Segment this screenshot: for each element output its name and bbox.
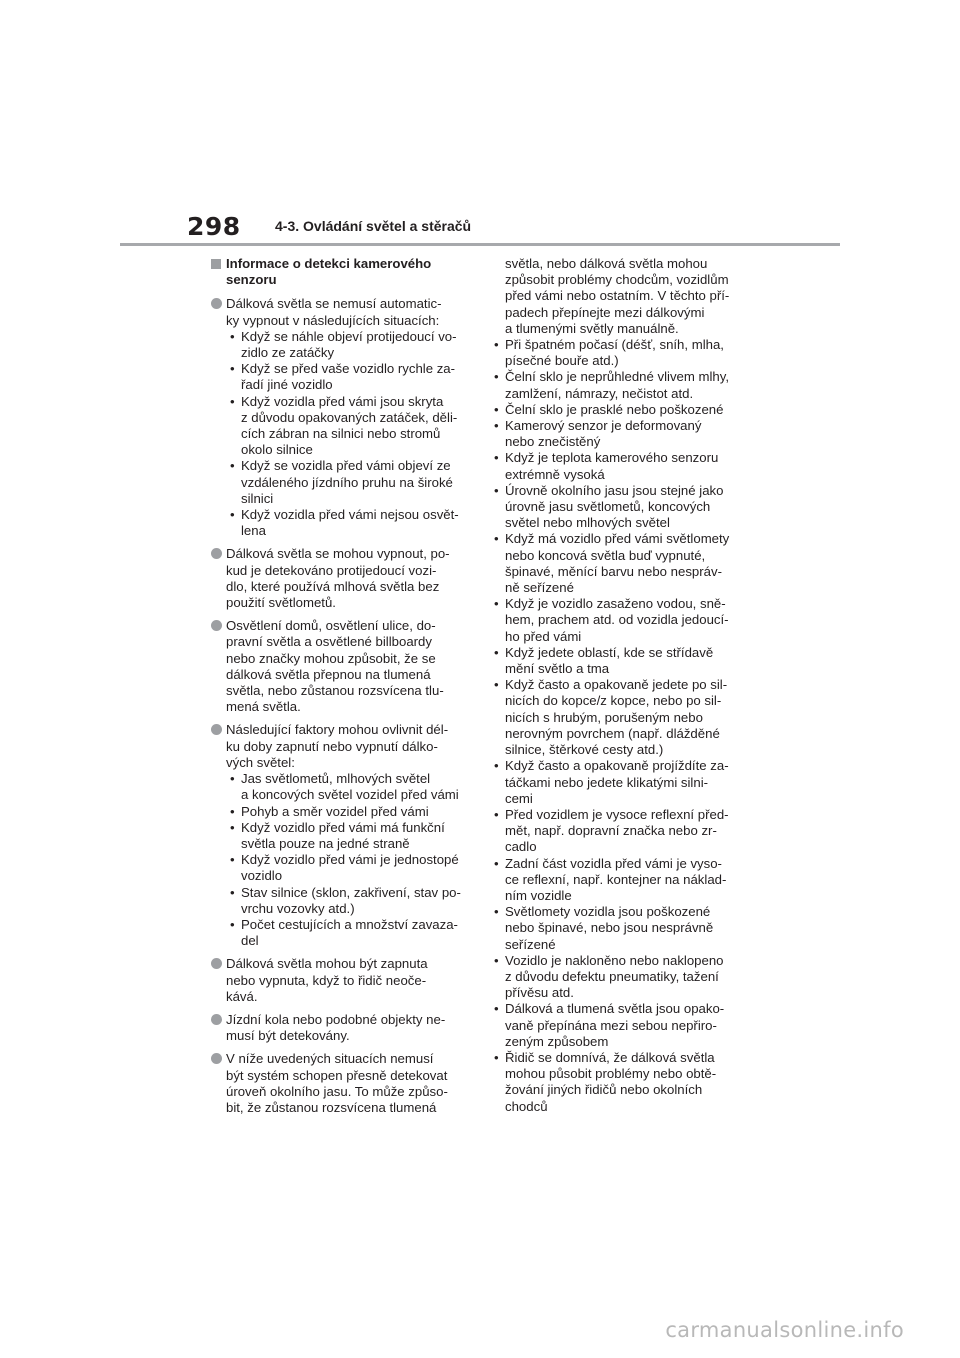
paragraph-text: Dálková světla se nemusí automatic- ky vypnout v následujících situacích: xyxy=(226,296,442,328)
circle-bullet-icon xyxy=(211,1014,222,1025)
list-item-text: Při špatném počasí (déšť, sníh, mlha, písečné bouře atd.) xyxy=(505,337,724,369)
bullet-dot-icon: • xyxy=(494,1001,499,1017)
right-column xyxy=(490,256,760,1115)
paragraph xyxy=(211,618,473,715)
bullet-dot-icon: • xyxy=(494,952,499,968)
list-item xyxy=(490,758,760,807)
bullet-dot-icon: • xyxy=(494,758,499,774)
list-item-text: Když často a opakovaně jedete po sil- nicích do kopce/z kopce, nebo po sil- nicích s hrubým, porušeným nebo nerovným povrchem (např. dlážděné silnice, štěrkové cesty atd.) xyxy=(505,677,728,758)
bullet-dot-icon: • xyxy=(230,328,235,344)
paragraph-text: Dálková světla mohou být zapnuta nebo vypnuta, když to řidič neoče- kává. xyxy=(226,956,428,1004)
bullet-dot-icon: • xyxy=(230,507,235,523)
list-item-text: Před vozidlem je vysoce reflexní před- mět, např. dopravní značka nebo zr- cadlo xyxy=(505,806,729,855)
list-item-text: Pohyb a směr vozidel před vámi xyxy=(241,803,429,819)
list-item xyxy=(226,820,473,852)
paragraph xyxy=(211,956,473,1005)
bullet-dot-icon: • xyxy=(230,458,235,474)
list-item xyxy=(490,1001,760,1050)
list-item xyxy=(226,804,473,820)
list-item xyxy=(490,645,760,677)
list-item xyxy=(490,677,760,758)
list-item xyxy=(490,531,760,596)
list-item-text: Když vozidla před vámi jsou skryta z důvodu opakovaných zatáček, děli- cích zábran na silnici nebo stromů okolo silnice xyxy=(241,393,458,458)
list-item-text: Čelní sklo je neprůhledné vlivem mlhy, zamlžení, námrazy, nečistot atd. xyxy=(505,369,730,401)
left-column xyxy=(211,256,473,1123)
list-item xyxy=(226,507,473,539)
circle-bullet-icon xyxy=(211,958,222,969)
list-item-text: Kamerový senzor je deformovaný nebo znečistěný xyxy=(505,418,702,450)
list-item xyxy=(490,904,760,953)
watermark: carmanualsonline.info xyxy=(665,1318,904,1342)
bullet-dot-icon: • xyxy=(494,677,499,693)
list-item xyxy=(490,953,760,1002)
bullet-dot-icon: • xyxy=(230,884,235,900)
paragraph xyxy=(211,296,473,539)
list-item-text: Vozidlo je nakloněno nebo naklopeno z důvodu defektu pneumatiky, tažení přívěsu atd. xyxy=(505,952,724,1001)
circle-bullet-icon xyxy=(211,548,222,559)
circle-bullet-icon xyxy=(211,1053,222,1064)
bullet-list xyxy=(490,337,760,1115)
list-item-text: Když se náhle objeví protijedoucí vo- zidlo ze zatáčky xyxy=(241,328,457,361)
continued-paragraph-text: světla, nebo dálková světla mohou způsobit problémy chodcům, vozidlům před vámi nebo ostatním. V těchto pří- padech přepínejte mezi dálkovými a tlumenými světly manuálně. xyxy=(505,256,730,336)
bullet-dot-icon: • xyxy=(230,819,235,835)
list-item-text: Když vozidlo před vámi má funkční světla pouze na jedné straně xyxy=(241,819,445,851)
list-item-text: Když jedete oblastí, kde se střídavě mění světlo a tma xyxy=(505,644,714,677)
section-heading xyxy=(211,256,473,288)
paragraph-text: Následující faktory mohou ovlivnit dél- ku doby zapnutí nebo vypnutí dálko- vých světel: xyxy=(226,722,449,770)
list-item xyxy=(226,329,473,361)
bullet-dot-icon: • xyxy=(494,482,499,498)
bullet-dot-icon: • xyxy=(494,418,499,434)
bullet-dot-icon: • xyxy=(230,852,235,868)
list-item xyxy=(490,450,760,482)
list-item xyxy=(226,394,473,459)
paragraph-text: Osvětlení domů, osvětlení ulice, do- pravní světla a osvětlené billboardy nebo značky mohou způsobit, že se dálková světla přepnou na tlumená světla, nebo zůstanou rozsvícena tlu- mená světla. xyxy=(226,618,444,715)
list-item-text: Když často a opakovaně projíždíte za- táčkami nebo jedete klikatými silni- cemi xyxy=(505,758,729,806)
bullet-dot-icon: • xyxy=(494,644,499,660)
list-item-text: Dálková a tlumená světla jsou opako- vaně přepínána mezi sebou nepřiro- zeným způsobem xyxy=(505,1001,725,1049)
bullet-dot-icon: • xyxy=(494,855,499,871)
list-item xyxy=(490,337,760,369)
list-item-text: Když má vozidlo před vámi světlomety nebo koncová světla buď vypnuté, špinavé, měnící barvu nebo nespráv- ně seřízené xyxy=(505,531,730,596)
paragraph xyxy=(211,546,473,611)
paragraph-text: V níže uvedených situacích nemusí být systém schopen přesně detekovat úroveň okolního jasu. To může způso- bit, že zůstanou rozsvícena tlumená xyxy=(226,1051,448,1115)
bullet-list xyxy=(226,771,473,949)
paragraph xyxy=(211,1012,473,1044)
page-number: 298 xyxy=(187,212,241,241)
circle-bullet-icon xyxy=(211,724,222,735)
list-item xyxy=(490,369,760,401)
list-item-text: Čelní sklo je prasklé nebo poškozené xyxy=(505,401,724,417)
paragraph-text: Jízdní kola nebo podobné objekty ne- musí být detekovány. xyxy=(226,1011,446,1044)
paragraph-text: Dálková světla se mohou vypnout, po- kud je detekováno protijedoucí vozi- dlo, které používá mlhová světla bez použití světlometů. xyxy=(226,546,450,611)
bullet-list xyxy=(226,329,473,540)
bullet-dot-icon: • xyxy=(230,771,235,787)
list-item-text: Řidič se domnívá, že dálková světla mohou působit problémy nebo obtě- žování jiných řidičů nebo okolních chodců xyxy=(505,1049,717,1114)
list-item xyxy=(490,1050,760,1115)
list-item xyxy=(226,885,473,917)
paragraph xyxy=(211,722,473,949)
circle-bullet-icon xyxy=(211,620,222,631)
bullet-dot-icon: • xyxy=(230,916,235,932)
list-item-text: Když se vozidla před vámi objeví ze vzdáleného jízdního pruhu na široké silnici xyxy=(241,458,453,506)
square-bullet-icon xyxy=(211,259,221,269)
list-item xyxy=(226,917,473,949)
bullet-dot-icon: • xyxy=(494,450,499,466)
list-item xyxy=(490,402,760,418)
list-item-text: Jas světlometů, mlhových světel a koncových světel vozidel před vámi xyxy=(241,771,459,803)
bullet-dot-icon: • xyxy=(494,1049,499,1065)
bullet-dot-icon: • xyxy=(230,361,235,377)
circle-bullet-icon xyxy=(211,298,222,309)
bullet-dot-icon: • xyxy=(494,401,499,417)
list-item-text: Když vozidla před vámi nejsou osvět- lena xyxy=(241,507,459,539)
bullet-dot-icon: • xyxy=(494,806,499,822)
list-item-text: Zadní část vozidla před vámi je vyso- ce reflexní, např. kontejner na náklad- ním vozidle xyxy=(505,855,727,903)
list-item-text: Když je vozidlo zasaženo vodou, sně- hem, prachem atd. od vozidla jedoucí- ho před vámi xyxy=(505,596,729,644)
bullet-dot-icon: • xyxy=(494,904,499,920)
list-item-text: Když se před vaše vozidlo rychle za- řadí jiné vozidlo xyxy=(241,361,456,393)
bullet-dot-icon: • xyxy=(230,393,235,409)
list-item-text: Když je teplota kamerového senzoru extrémně vysoká xyxy=(505,450,719,482)
bullet-dot-icon: • xyxy=(494,531,499,547)
header-divider xyxy=(120,243,840,246)
bullet-dot-icon: • xyxy=(494,596,499,612)
list-item-text: Počet cestujících a množství zavaza- del xyxy=(241,916,458,949)
list-item xyxy=(490,596,760,645)
bullet-dot-icon: • xyxy=(494,337,499,353)
list-item-text: Úrovně okolního jasu jsou stejné jako úrovně jasu světlometů, koncových světel nebo mlhových světel xyxy=(505,482,724,531)
paragraph xyxy=(211,1051,473,1116)
list-item xyxy=(490,483,760,532)
list-item xyxy=(226,458,473,507)
list-item xyxy=(490,807,760,856)
list-item xyxy=(490,418,760,450)
list-item-text: Stav silnice (sklon, zakřivení, stav po- vrchu vozovky atd.) xyxy=(241,884,461,916)
bullet-dot-icon: • xyxy=(494,369,499,385)
list-item xyxy=(226,852,473,884)
list-item xyxy=(490,856,760,905)
list-item-text: Když vozidlo před vámi je jednostopé vozidlo xyxy=(241,852,459,884)
list-item xyxy=(226,771,473,803)
bullet-dot-icon: • xyxy=(230,803,235,819)
heading-text: Informace o detekci kamerového senzoru xyxy=(226,256,432,288)
list-item xyxy=(226,361,473,393)
section-title: 4-3. Ovládání světel a stěračů xyxy=(275,218,472,234)
list-item-text: Světlomety vozidla jsou poškozené nebo špinavé, nebo jsou nesprávně seřízené xyxy=(505,904,714,952)
